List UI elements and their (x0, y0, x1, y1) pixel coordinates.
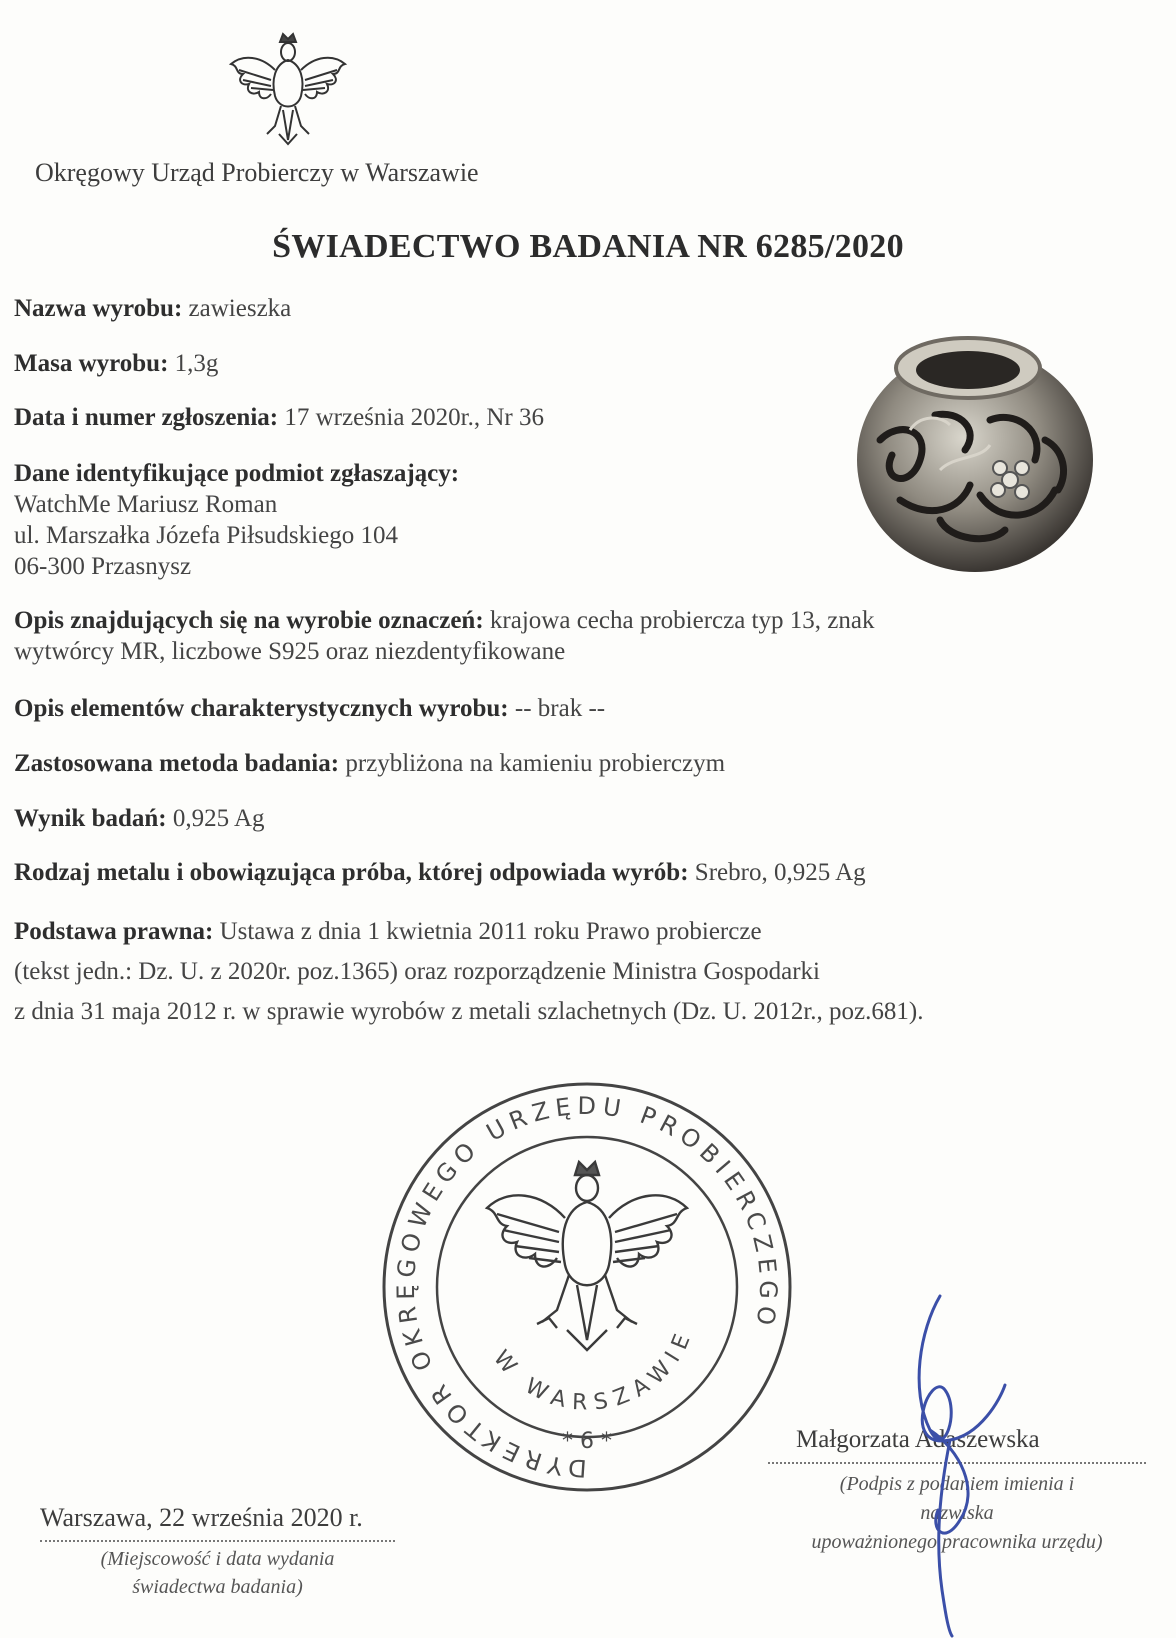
field-legal-basis (14, 912, 923, 1032)
submitter-label: Dane identyfikujące podmiot zgłaszający: (14, 460, 460, 487)
field-mass (14, 348, 218, 379)
submitter-line: WatchMe Mariusz Roman (14, 491, 278, 518)
signer-caption-line: upoważnionego pracownika urzędu) (811, 1531, 1103, 1553)
place-caption (40, 1545, 395, 1601)
signer-caption-line: nazwiska (920, 1502, 994, 1524)
product-name-value: zawieszka (188, 295, 292, 322)
legal-line-3: z dnia 31 maja 2012 r. w sprawie wyrobów z metali szlachetnych (Dz. U. 2012r., poz.681). (14, 998, 924, 1025)
stamp-inner-text: W WARSZAWIE (488, 1323, 699, 1416)
office-name: Okręgowy Urząd Probierczy w Warszawie (35, 158, 479, 187)
field-product-name (14, 293, 291, 324)
field-marks (14, 605, 874, 667)
polish-eagle-icon (225, 30, 351, 148)
pendant-photo (840, 320, 1110, 582)
signer-caption-line: (Podpis z podaniem imienia i (839, 1473, 1075, 1495)
place-caption-line: świadectwa badania) (132, 1576, 303, 1598)
submitter-line: 06-300 Przasnysz (14, 553, 192, 580)
handwritten-signature (890, 1290, 1010, 1638)
mass-label: Masa wyrobu: (14, 350, 169, 377)
product-name-label: Nazwa wyrobu: (14, 295, 183, 322)
characteristics-label: Opis elementów charakterystycznych wyrobu: (14, 695, 509, 722)
svg-text:DYREKTOR OKRĘGOWEGO URZĘDU PRO (392, 1092, 782, 1483)
official-stamp (380, 1080, 795, 1495)
metal-value: Srebro, 0,925 Ag (694, 859, 866, 886)
legal-line-1: Ustawa z dnia 1 kwietnia 2011 roku Prawo probiercze (219, 918, 762, 945)
submitter-line: ul. Marszałka Józefa Piłsudskiego 104 (14, 522, 398, 549)
field-submission (14, 402, 544, 433)
marks-label: Opis znajdujących się na wyrobie oznaczeń: (14, 607, 484, 634)
legal-line-2: (tekst jedn.: Dz. U. z 2020r. poz.1365) oraz rozporządzenie Ministra Gospodarki (14, 958, 821, 985)
field-submitter (14, 458, 459, 582)
method-value: przybliżona na kamieniu probierczym (345, 750, 726, 777)
place-date: Warszawa, 22 września 2020 r. (40, 1503, 363, 1532)
svg-text:W WARSZAWIE (488, 1324, 699, 1416)
stamp-number: * 6 * (562, 1429, 612, 1454)
metal-label: Rodzaj metalu i obowiązująca próba, której odpowiada wyrób: (14, 859, 689, 886)
place-caption-line: (Miejscowość i data wydania (100, 1548, 335, 1570)
legal-label: Podstawa prawna: (14, 918, 214, 945)
field-characteristics (14, 693, 605, 724)
characteristics-value: -- brak -- (514, 695, 606, 722)
field-method (14, 748, 725, 779)
result-value: 0,925 Ag (172, 805, 265, 832)
signer-name: Małgorzata Adaszewska (796, 1426, 1040, 1453)
place-divider (40, 1540, 395, 1542)
marks-value: krajowa cecha probiercza typ 13, znak (489, 607, 875, 634)
mass-value: 1,3g (174, 350, 219, 377)
stamp-eagle-icon (487, 1162, 687, 1350)
stamp-outer-text: DYREKTOR OKRĘGOWEGO URZĘDU PROBIERCZEGO (391, 1091, 783, 1483)
method-label: Zastosowana metoda badania: (14, 750, 340, 777)
submission-value: 17 września 2020r., Nr 36 (284, 404, 545, 431)
field-result (14, 803, 265, 834)
field-metal (14, 857, 866, 888)
certificate-title: ŚWIADECTWO BADANIA NR 6285/2020 (272, 228, 904, 265)
result-label: Wynik badań: (14, 805, 167, 832)
submission-label: Data i numer zgłoszenia: (14, 404, 279, 431)
marks-value-line2: wytwórcy MR, liczbowe S925 oraz niezdentyfikowane (14, 638, 566, 665)
